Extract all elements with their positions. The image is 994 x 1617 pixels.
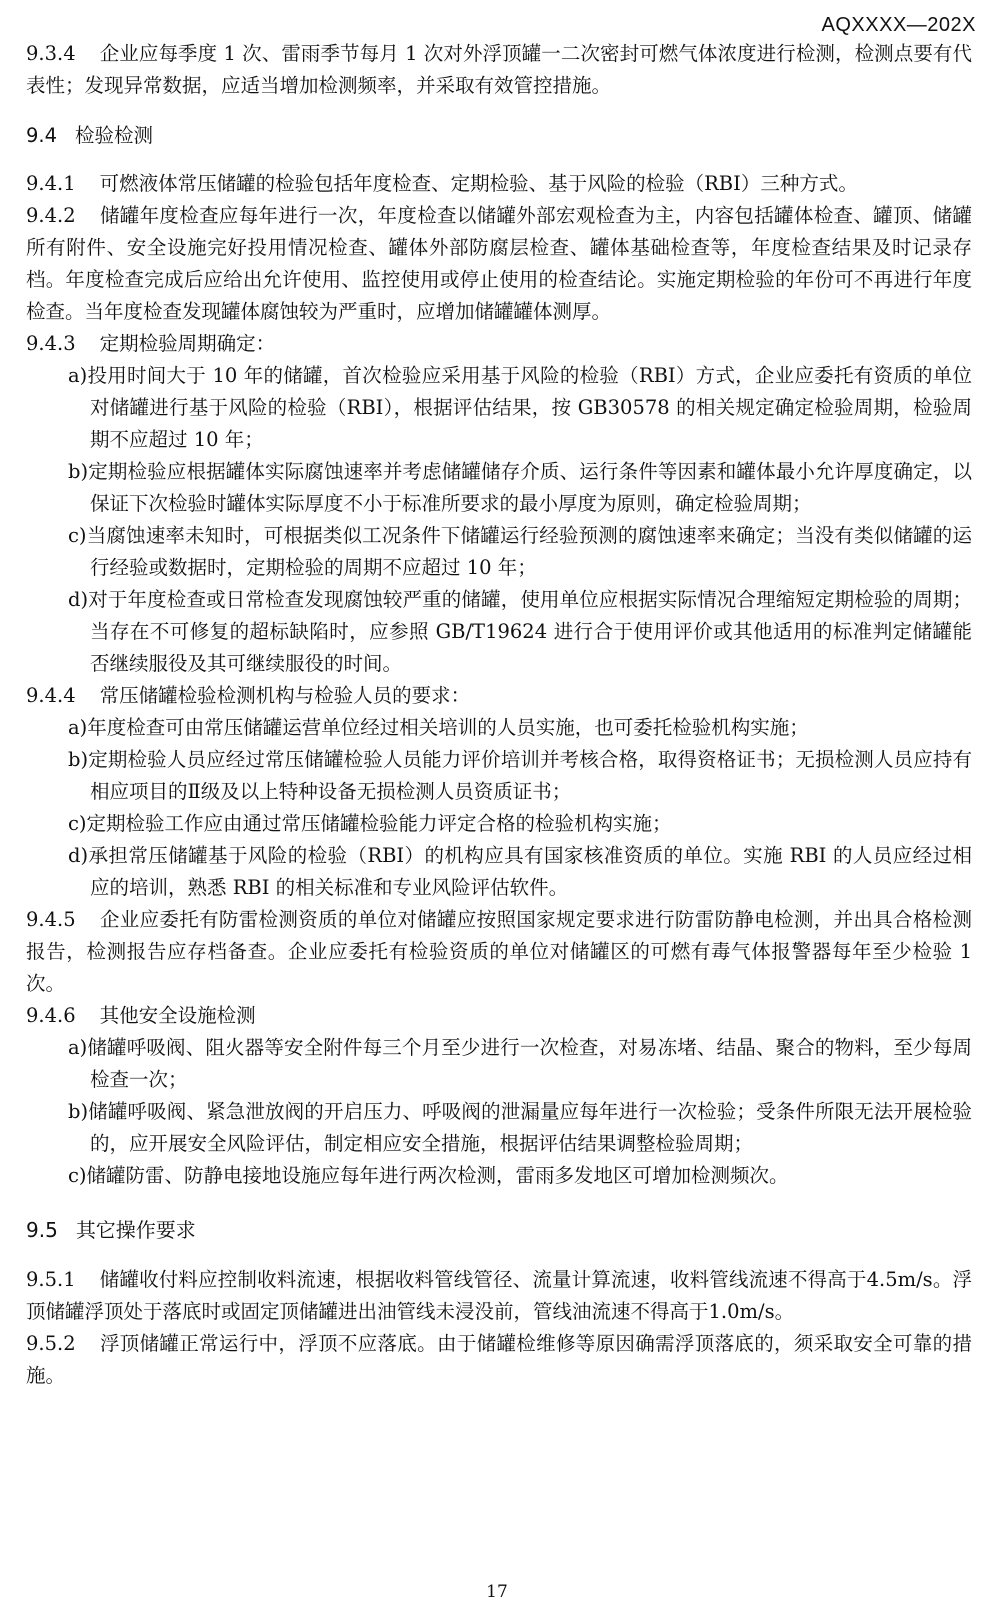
list-item [68, 584, 972, 680]
list-item-marker: c) [68, 1164, 87, 1187]
section-heading [26, 120, 972, 152]
clause-number: 9.4.1 [26, 172, 76, 195]
list-item-marker: a) [68, 1036, 88, 1059]
clause-paragraph [26, 1264, 972, 1328]
clause-number: 9.4.3 [26, 332, 76, 355]
list-item [68, 1160, 972, 1192]
list-item-marker: a) [68, 716, 88, 739]
clause-paragraph [26, 1000, 972, 1032]
list-item-text: 储罐呼吸阀、阻火器等安全附件每三个月至少进行一次检查，对易冻堵、结晶、聚合的物料，至少每周检查一次； [87, 1036, 972, 1091]
document-code: AQXXXX—202X [821, 14, 976, 36]
list-item-text: 对于年度检查或日常检查发现腐蚀较严重的储罐，使用单位应根据实际情况合理缩短定期检验的周期；当存在不可修复的超标缺陷时，应参照 GB/T19624 进行合于使用评价或其他适用的标准判定储罐能否继续服役及其可继续服役的时间。 [88, 588, 972, 675]
list-item-marker: a) [68, 364, 88, 387]
page-number: 17 [486, 1582, 508, 1602]
clause-number: 9.4.5 [26, 908, 76, 931]
clause-text: 可燃液体常压储罐的检验包括年度检查、定期检验、基于风险的检验（RBI）三种方式。 [99, 172, 858, 195]
list-item-marker: b) [68, 748, 89, 771]
list-item [68, 360, 972, 456]
list-item [68, 840, 972, 904]
list-item-marker: c) [68, 524, 87, 547]
list-item [68, 520, 972, 584]
document-body [26, 38, 972, 1392]
clause-paragraph [26, 38, 972, 102]
section-number: 9.5 [26, 1218, 58, 1242]
clause-text: 储罐收付料应控制收料流速，根据收料管线管径、流量计算流速，收料管线流速不得高于4.5m/s。浮顶储罐浮顶处于落底时或固定顶储罐进出油管线未浸没前，管线油流速不得高于1.0m/s。 [26, 1268, 972, 1323]
clause-number: 9.3.4 [26, 42, 76, 65]
list-item-text: 当腐蚀速率未知时，可根据类似工况条件下储罐运行经验预测的腐蚀速率来确定；当没有类似储罐的运行经验或数据时，定期检验的周期不应超过 10 年； [86, 524, 972, 579]
clause-text: 储罐年度检查应每年进行一次，年度检查以储罐外部宏观检查为主，内容包括罐体检查、罐顶、储罐所有附件、安全设施完好投用情况检查、罐体外部防腐层检查、罐体基础检查等，年度检查结果及时记录存档。年度检查完成后应给出允许使用、监控使用或停止使用的检查结论。实施定期检验的年份可不再进行年度检查。当年度检查发现罐体腐蚀较为严重时，应增加储罐罐体测厚。 [26, 204, 972, 323]
clause-text: 其他安全设施检测 [99, 1004, 256, 1027]
clause-number: 9.4.6 [26, 1004, 76, 1027]
clause-text: 常压储罐检验检测机构与检验人员的要求： [99, 684, 471, 707]
list-item [68, 1032, 972, 1096]
section-number: 9.4 [26, 124, 58, 147]
clause-text: 定期检验周期确定： [99, 332, 276, 355]
clause-item-list [68, 1032, 972, 1192]
clause-paragraph [26, 200, 972, 328]
list-item [68, 456, 972, 520]
clause-text: 企业应委托有防雷检测资质的单位对储罐应按照国家规定要求进行防雷防静电检测，并出具合格检测报告，检测报告应存档备查。企业应委托有检验资质的单位对储罐区的可燃有毒气体报警器每年至少检验 1 次。 [26, 908, 972, 995]
list-item [68, 744, 972, 808]
list-item [68, 1096, 972, 1160]
list-item-marker: d) [68, 588, 89, 611]
list-item-text: 定期检验人员应经过常压储罐检验人员能力评价培训并考核合格，取得资格证书；无损检测人员应持有相应项目的Ⅱ级及以上特种设备无损检测人员资质证书； [88, 748, 972, 803]
list-item-text: 储罐呼吸阀、紧急泄放阀的开启压力、呼吸阀的泄漏量应每年进行一次检验；受条件所限无法开展检验的，应开展安全风险评估，制定相应安全措施，根据评估结果调整检验周期； [88, 1100, 972, 1155]
list-item-marker: d) [68, 844, 89, 867]
clause-text: 企业应每季度 1 次、雷雨季节每月 1 次对外浮顶罐一二次密封可燃气体浓度进行检测，检测点要有代表性；发现异常数据，应适当增加检测频率，并采取有效管控措施。 [26, 42, 972, 97]
list-item-marker: c) [68, 812, 87, 835]
list-item [68, 808, 972, 840]
list-item-text: 储罐防雷、防静电接地设施应每年进行两次检测，雷雨多发地区可增加检测频次。 [86, 1164, 789, 1187]
list-item-text: 年度检查可由常压储罐运营单位经过相关培训的人员实施，也可委托检验机构实施； [87, 716, 809, 739]
list-item-marker: b) [68, 460, 89, 483]
clause-paragraph [26, 680, 972, 712]
clause-item-list [68, 712, 972, 904]
list-item-marker: b) [68, 1100, 89, 1123]
clause-number: 9.5.1 [26, 1268, 76, 1291]
clause-paragraph [26, 904, 972, 1000]
clause-paragraph [26, 168, 972, 200]
clause-paragraph [26, 328, 972, 360]
section-heading [26, 1214, 972, 1246]
clause-paragraph [26, 1328, 972, 1392]
list-item-text: 定期检验工作应由通过常压储罐检验能力评定合格的检验机构实施； [86, 812, 672, 835]
list-item-text: 投用时间大于 10 年的储罐，首次检验应采用基于风险的检验（RBI）方式，企业应委托有资质的单位对储罐进行基于风险的检验（RBI），根据评估结果，按 GB30578 的相关规定确定检验周期，检验周期不应超过 10 年； [87, 364, 972, 451]
clause-number: 9.4.4 [26, 684, 76, 707]
list-item-text: 定期检验应根据罐体实际腐蚀速率并考虑储罐储存介质、运行条件等因素和罐体最小允许厚度确定，以保证下次检验时罐体实际厚度不小于标准所要求的最小厚度为原则，确定检验周期； [88, 460, 972, 515]
section-title: 检验检测 [75, 124, 154, 147]
clause-text: 浮顶储罐正常运行中，浮顶不应落底。由于储罐检维修等原因确需浮顶落底的，须采取安全可靠的措施。 [26, 1332, 972, 1387]
list-item-text: 承担常压储罐基于风险的检验（RBI）的机构应具有国家核准资质的单位。实施 RBI 的人员应经过相应的培训，熟悉 RBI 的相关标准和专业风险评估软件。 [88, 844, 972, 899]
section-title: 其它操作要求 [75, 1218, 196, 1242]
list-item [68, 712, 972, 744]
clause-item-list [68, 360, 972, 680]
clause-number: 9.4.2 [26, 204, 76, 227]
clause-number: 9.5.2 [26, 1332, 76, 1355]
